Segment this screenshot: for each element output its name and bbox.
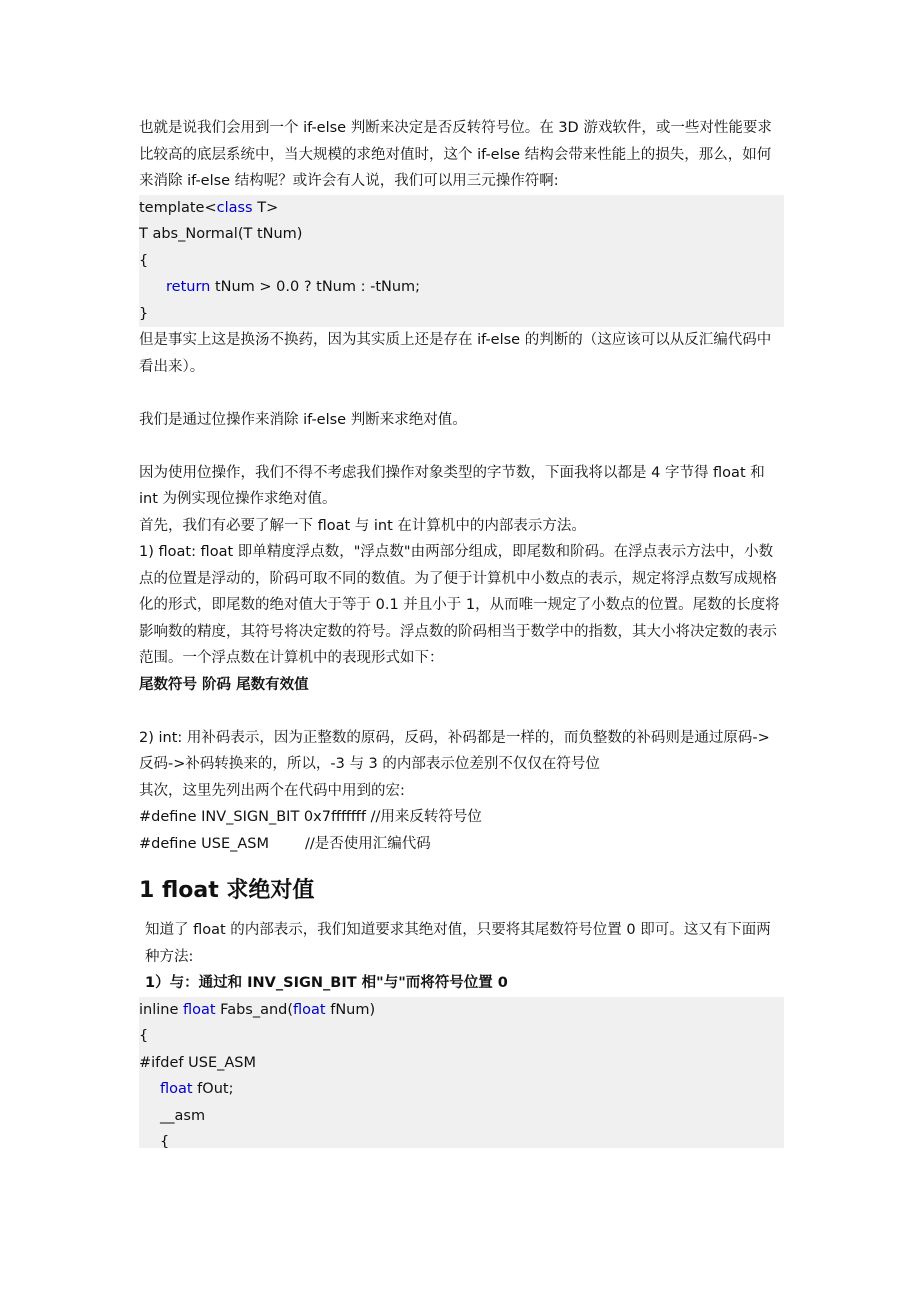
document-page: [139, 115, 784, 1148]
code-line: {: [139, 1028, 149, 1044]
code-line: {: [139, 252, 149, 269]
code-line: return tNum > 0.0 ? tNum : -tNum;: [166, 279, 421, 295]
paragraph-bytes: 因为使用位操作，我们不得不考虑我们操作对象类型的字节数，下面我将以都是 4 字节得 float 和 int 为例实现位操作求绝对值。: [139, 464, 765, 507]
code-line: T abs_Normal(T tNum): [139, 226, 303, 242]
keyword: float: [183, 1001, 216, 1018]
float-format-line: 尾数符号 阶码 尾数有效值: [139, 676, 309, 693]
code-block-template: [139, 195, 784, 328]
code-line: template<class T>: [139, 199, 279, 216]
code-line: float fOut;: [160, 1081, 234, 1097]
paragraph-representation: 首先，我们有必要了解一下 float 与 int 在计算机中的内部表示方法。: [139, 517, 586, 534]
paragraph-int-desc: 2) int: 用补码表示，因为正整数的原码，反码，补码都是一样的，而负整数的补码则是通过原码->反码->补码转换来的，所以，-3 与 3 的内部表示位差别不仅仅在符号位: [139, 729, 770, 772]
paragraph-macros-intro: 其次，这里先列出两个在代码中用到的宏:: [139, 782, 405, 799]
keyword: class: [216, 199, 253, 216]
keyword: float: [160, 1081, 193, 1097]
code-line: #ifdef USE_ASM: [139, 1054, 256, 1071]
paragraph-ternary-note: 但是事实上这是换汤不换药，因为其实质上还是存在 if-else 的判断的（这应该可以从反汇编代码中看出来）。: [139, 332, 772, 375]
code-line: {: [160, 1134, 170, 1148]
keyword: return: [166, 279, 211, 295]
paragraph-float-abs: 知道了 float 的内部表示，我们知道要求其绝对值，只要将其尾数符号位置 0 即可。这又有下面两种方法:: [145, 922, 771, 965]
code-block-fabs-and: [139, 997, 784, 1149]
paragraph-intro: 也就是说我们会用到一个 if-else 判断来决定是否反转符号位。在 3D 游戏软件，或一些对性能要求比较高的底层系统中，当大规模的求绝对值时，这个 if-else 结构会带来性能上的损失，那么，如何来消除 if-else 结构呢？或许会有人说，我们可以用三元操作符啊:: [139, 120, 772, 189]
keyword: float: [293, 1001, 326, 1018]
paragraph-float-desc: 1) float: float 即单精度浮点数，"浮点数"由两部分组成，即尾数和阶码。在浮点表示方法中，小数点的位置是浮动的，阶码可取不同的数值。为了便于计算机中小数点的表示，规定将浮点数写成规格化的形式，即尾数的绝对值大于等于 0.1 并且小于 1，从而唯一规定了小数点的位置。尾数的长度将影响数的精度，其符号将决定数的符号。浮点数的阶码相当于数学中的指数，其大小将决定数的表示范围。一个浮点数在计算机中的表现形式如下：: [139, 544, 780, 666]
method-and-heading: 1）与：通过和 INV_SIGN_BIT 相"与"而将符号位置 0: [145, 975, 508, 991]
define-use-asm: #define USE_ASM //是否使用汇编代码: [139, 835, 431, 852]
section-heading: 1 float 求绝对值: [139, 878, 315, 903]
code-line: __asm: [160, 1107, 206, 1124]
paragraph-bitop: 我们是通过位操作来消除 if-else 判断来求绝对值。: [139, 411, 467, 428]
code-line: }: [139, 305, 149, 322]
code-line: inline float Fabs_and(float fNum): [139, 1001, 376, 1018]
define-inv-sign-bit: #define INV_SIGN_BIT 0x7fffffff //用来反转符号位: [139, 809, 482, 825]
